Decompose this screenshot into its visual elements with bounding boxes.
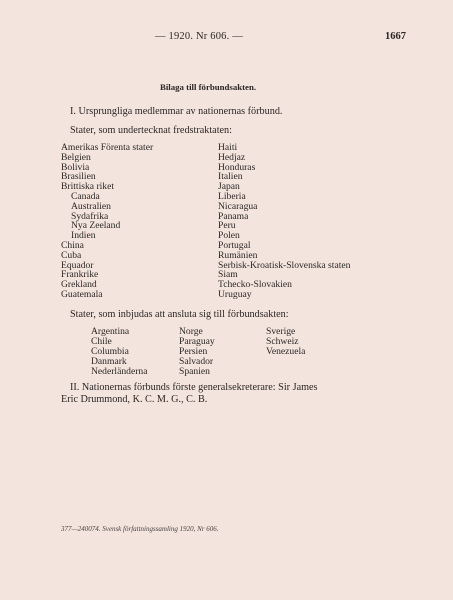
signatory-states-left-column	[61, 143, 153, 300]
state-name: Indien	[71, 230, 96, 242]
state-name: Liberia	[218, 190, 246, 202]
state-name: Brasilien	[61, 171, 96, 183]
state-name: Brittiska riket	[61, 181, 115, 193]
state-name: Rumänien	[218, 249, 258, 261]
state-name: Haiti	[218, 142, 238, 153]
state-name: Nederländerna	[91, 366, 148, 377]
signatory-states-right-column	[218, 143, 350, 300]
state-name: Schweiz	[266, 336, 299, 347]
state-name: Guatemala	[61, 288, 103, 300]
state-name: Panama	[218, 210, 249, 222]
state-name: Equador	[61, 259, 94, 271]
state-name: Honduras	[218, 161, 256, 173]
state-name: Polen	[218, 230, 240, 242]
state-name: Cuba	[61, 249, 82, 261]
state-name: Italien	[218, 171, 243, 183]
state-name: Serbisk-Kroatisk-Slovenska staten	[218, 259, 351, 271]
state-name: Paraguay	[179, 336, 215, 347]
state-name: Nya Zeeland	[71, 220, 121, 232]
state-name: Venezuela	[266, 346, 306, 357]
print-footer: 377—240074. Svensk författningssamling 1920, Nr 606.	[61, 525, 219, 533]
invited-states-column-1	[91, 327, 147, 377]
state-name: Spanien	[179, 366, 210, 377]
state-name: Peru	[218, 220, 236, 232]
state-name: Nicaragua	[218, 200, 258, 212]
state-name: Hedjaz	[218, 151, 246, 163]
state-name: Japan	[218, 181, 240, 193]
state-name: Grekland	[61, 279, 97, 291]
appendix-title: Bilaga till förbundsakten.	[160, 82, 257, 92]
state-name: Persien	[179, 346, 208, 357]
state-name: Amerikas Förenta stater	[61, 142, 154, 153]
state-name: Siam	[218, 269, 238, 281]
running-header: — 1920. Nr 606. —	[155, 31, 243, 42]
state-name: Bolivia	[61, 161, 90, 173]
section-2-line-2: Eric Drummond, K. C. M. G., C. B.	[61, 394, 208, 405]
state-name: Portugal	[218, 239, 251, 251]
state-name: Canada	[71, 190, 100, 202]
state-name: Argentina	[91, 326, 130, 337]
state-name: Chile	[91, 336, 112, 347]
state-name: Salvador	[179, 356, 214, 367]
state-name: Australien	[71, 200, 111, 212]
state-name: Sydafrika	[71, 210, 109, 222]
state-name: Danmark	[91, 356, 127, 367]
invited-states-column-3	[266, 327, 305, 357]
section-1-heading: I. Ursprungliga medlemmar av nationernas förbund.	[70, 106, 283, 117]
section-2-line-1: II. Nationernas förbunds förste generalsekreterare: Sir James	[70, 382, 318, 393]
state-name: China	[61, 239, 84, 251]
state-name: Sverige	[266, 326, 296, 337]
page-number: 1667	[385, 31, 406, 42]
state-name: Frankrike	[61, 269, 99, 281]
signatory-states-intro: Stater, som undertecknat fredstraktaten:	[70, 125, 232, 136]
state-name: Tchecko-Slovakien	[218, 279, 292, 291]
state-name: Belgien	[61, 151, 91, 163]
invited-states-column-2	[179, 327, 215, 377]
state-name: Columbia	[91, 346, 129, 357]
state-name: Uruguay	[218, 288, 252, 300]
state-name: Norge	[179, 326, 203, 337]
invited-states-intro: Stater, som inbjudas att ansluta sig till förbundsakten:	[70, 309, 289, 320]
